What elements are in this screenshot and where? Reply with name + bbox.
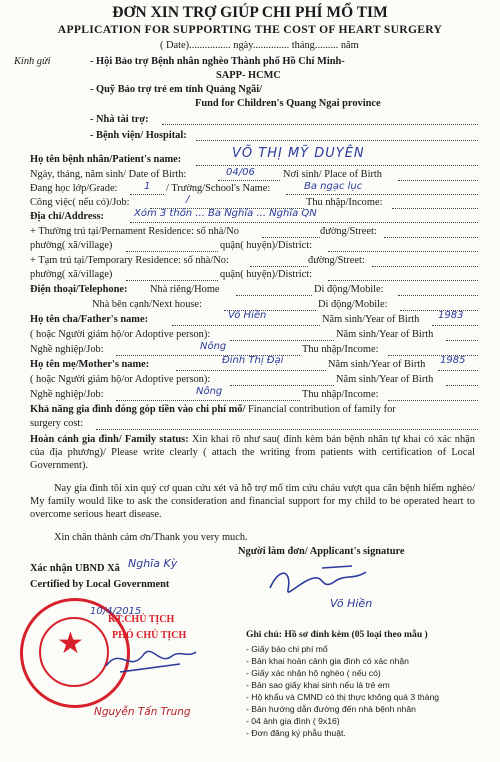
stamp-title-1: KT.CHỦ TỊCH xyxy=(108,614,175,625)
ability-text-2: surgery cost: xyxy=(30,418,84,429)
thanks-text: Xin chân thành cảm ơn/Thank you very much. xyxy=(54,532,248,543)
certified-label: Certified by Local Government xyxy=(30,579,170,590)
pob-label: Nơi sinh/ Place of Birth xyxy=(283,169,383,180)
recipient-2b: Fund for Children's Quang Ngai province xyxy=(195,98,381,109)
patient-name-value: VÕ THỊ MỸ DUYÊN xyxy=(232,146,365,161)
ability-label: Khả năng gia đình đóng góp tiền vào chi phí mổ/ xyxy=(30,404,246,415)
permanent-street-label: đường/Street: xyxy=(320,226,377,237)
mobile-line xyxy=(398,295,478,296)
father-adoptive-label: ( hoặc Người giám hộ/or Adoptive person): xyxy=(30,329,211,340)
mother-label: Họ tên mẹ/Mother's name: xyxy=(30,359,150,370)
father-yob-value: 1983 xyxy=(438,310,464,321)
attachments-title: Ghi chú: Hồ sơ đính kèm (05 loại theo mẫu ) xyxy=(246,629,428,640)
sponsor-line xyxy=(162,124,478,125)
attachment-item: - Bản khai hoàn cảnh gia đình có xác nhận xyxy=(246,656,409,666)
father-adoptive-line xyxy=(230,340,334,341)
recipient-3: - Nhà tài trợ: xyxy=(90,114,149,125)
permanent-no-line xyxy=(262,237,320,238)
family-status-text: Xin khai rõ như sau( đính kèm bản bệnh nhân tự khai có xác nhận của địa phương)/ Please write clearly ( attach the writing from patients with certification of Local Government). xyxy=(30,434,475,471)
temporary-label: + Tạm trú tại/Temporary Residence: số nhà/No: xyxy=(30,255,229,266)
grade-label: Đang học lớp/Grade: xyxy=(30,183,118,194)
mother-adoptive-label: ( hoặc Người giám hộ/or Adoptive person): xyxy=(30,374,211,385)
home-label: Nhà riêng/Home xyxy=(150,284,220,295)
phone-label: Điện thoại/Telephone: xyxy=(30,284,128,295)
mother-yob-line xyxy=(438,370,478,371)
ability-line xyxy=(30,403,396,416)
father-adoptive-yob-line xyxy=(446,340,478,341)
dob-line xyxy=(218,180,280,181)
school-line xyxy=(286,194,478,195)
attachment-item: - Giấy xác nhận hộ nghèo ( nếu có) xyxy=(246,668,381,678)
neighbor-label: Nhà bên cạnh/Next house: xyxy=(92,299,202,310)
applicant-signature-icon xyxy=(262,560,382,602)
family-status-paragraph xyxy=(30,433,475,472)
address-line xyxy=(130,222,478,223)
attachment-item: - Bản sao giấy khai sinh nếu là trẻ em xyxy=(246,680,390,690)
permanent-label: + Thường trú tại/Pernament Residence: số nhà/No xyxy=(30,226,239,237)
temporary-street-label: đường/Street: xyxy=(308,255,365,266)
father-job-value: Nông xyxy=(200,341,227,352)
school-value: Ba ngạc lục xyxy=(304,181,363,192)
father-label: Họ tên cha/Father's name: xyxy=(30,314,149,325)
attachment-item: - 04 ảnh gia đình ( 9x16) xyxy=(246,716,340,726)
mother-name-line xyxy=(176,370,326,371)
recipient-1b: SAPP- HCMC xyxy=(216,70,281,81)
mother-adoptive-line xyxy=(230,385,334,386)
attachment-item: - Đơn đăng ký phẫu thuật. xyxy=(246,728,346,738)
pob-line xyxy=(398,180,478,181)
request-text: Nay gia đình tôi xin quý cơ quan cứu xét và hỗ trợ mổ tim cứu cháu vượt qua căn bệnh hiểm nghèo/ My family would like to ask the consideration and financial support for my child to be operated heart to overcome serious heart disease. xyxy=(30,483,475,520)
mother-job-line xyxy=(116,400,300,401)
mobile-label: Di động/Mobile: xyxy=(314,284,384,295)
mother-income-line xyxy=(388,400,478,401)
recipient-1: - Hội Bảo trợ Bệnh nhân nghèo Thành phố Hồ Chí Minh- xyxy=(90,56,345,67)
permanent-ward-label: phường( xã/village) xyxy=(30,240,113,251)
family-status-label: Hoàn cảnh gia đình/ Family status: xyxy=(30,434,189,445)
permanent-district-line xyxy=(328,251,478,252)
grade-line xyxy=(130,194,164,195)
income-line xyxy=(392,208,478,209)
stamp-date: 10/4/2015 xyxy=(90,606,142,617)
permanent-street-line xyxy=(384,237,478,238)
ubnd-value: Nghĩa Kỳ xyxy=(128,557,178,570)
recipient-4: - Bệnh viện/ Hospital: xyxy=(90,130,187,141)
job-label: Công việc( nếu có)/Job: xyxy=(30,197,130,208)
date-line: ( Date)................ ngày.............. tháng......... năm xyxy=(160,40,359,51)
official-signature-icon xyxy=(100,636,200,680)
father-income-label: Thu nhập/Income: xyxy=(302,344,379,355)
temporary-ward-label: phường( xã/village) xyxy=(30,269,113,280)
address-value: Xóm 3 thôn ... Ba Nghĩa ... Nghĩa QN xyxy=(134,208,317,219)
ability-text: Financial contribution of family for xyxy=(245,404,396,415)
mother-value: Đinh Thị Đại xyxy=(222,355,284,366)
mother-adoptive-yob-label: Năm sinh/Year of Birth xyxy=(336,374,434,385)
document-title: ĐƠN XIN TRỢ GIÚP CHI PHÍ MỔ TIM xyxy=(112,4,388,21)
applicant-signature-label: Người làm đơn/ Applicant's signature xyxy=(238,546,405,557)
ability-line-fill xyxy=(96,429,478,430)
ubnd-label: Xác nhận UBND Xã xyxy=(30,563,120,574)
temporary-street-line xyxy=(372,266,478,267)
mother-adoptive-yob-line xyxy=(446,385,478,386)
income-label: Thu nhập/Income: xyxy=(306,197,383,208)
mother-yob-value: 1985 xyxy=(440,355,466,366)
father-job-label: Nghề nghiệp/Job: xyxy=(30,344,104,355)
school-label: / Trường/School's Name: xyxy=(166,183,271,194)
temporary-district-label: quận( huyện)/District: xyxy=(220,269,313,280)
mother-job-value: Nông xyxy=(196,386,223,397)
dob-label: Ngày, tháng, năm sinh/ Date of Birth: xyxy=(30,169,187,180)
mobile-label-2: Di động/Mobile: xyxy=(318,299,388,310)
father-value: Võ Hiền xyxy=(228,310,267,321)
address-label: Địa chỉ/Address: xyxy=(30,211,104,222)
temporary-ward-line xyxy=(126,280,218,281)
hospital-line xyxy=(196,140,478,141)
father-name-line xyxy=(172,325,320,326)
job-value: / xyxy=(186,194,190,205)
father-adoptive-yob-label: Năm sinh/Year of Birth xyxy=(336,329,434,340)
document-subtitle: APPLICATION FOR SUPPORTING THE COST OF HEART SURGERY xyxy=(57,23,443,36)
dob-value: 04/06 xyxy=(226,167,255,178)
temporary-district-line xyxy=(328,280,478,281)
attachment-item: - Bản hướng dẫn đường đến nhà bệnh nhân xyxy=(246,704,416,714)
permanent-district-label: quận( huyện)/District: xyxy=(220,240,313,251)
mother-job-label: Nghề nghiệp/Job: xyxy=(30,389,104,400)
attachment-item: - Hộ khẩu và CMND có thị thực không quá 3 tháng xyxy=(246,692,440,702)
father-yob-label: Năm sinh/Year of Birth xyxy=(322,314,420,325)
attachment-item: - Giấy báo chi phí mổ xyxy=(246,644,328,654)
temporary-no-line xyxy=(250,266,308,267)
patient-name-label: Họ tên bệnh nhân/Patient's name: xyxy=(30,154,182,165)
home-line xyxy=(236,295,312,296)
applicant-signature-name: Võ Hiền xyxy=(330,597,373,610)
request-paragraph xyxy=(30,482,475,521)
kinh-gui: Kính gửi xyxy=(14,56,51,67)
father-yob-line xyxy=(432,325,478,326)
grade-value: 1 xyxy=(144,181,151,192)
permanent-ward-line xyxy=(126,251,218,252)
recipient-2: - Quỹ Bảo trợ trẻ em tỉnh Quảng Ngãi/ xyxy=(90,84,262,95)
stamp-title-2: PHÓ CHỦ TỊCH xyxy=(112,630,187,641)
mother-yob-label: Năm sinh/Year of Birth xyxy=(328,359,426,370)
mother-income-label: Thu nhập/Income: xyxy=(302,389,379,400)
patient-name-line xyxy=(196,165,478,166)
official-seal-icon: ★ xyxy=(20,598,130,708)
official-name: Nguyễn Tấn Trung xyxy=(94,706,191,718)
